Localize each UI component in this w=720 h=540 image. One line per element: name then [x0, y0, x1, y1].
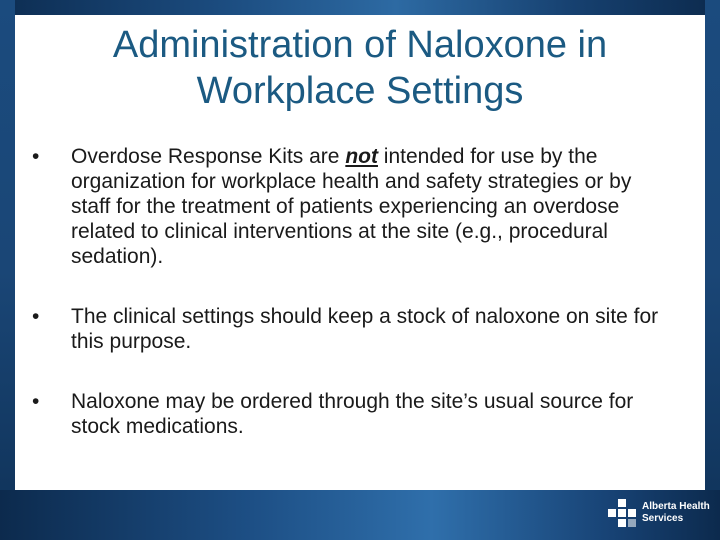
bullet-1-text-start: Overdose Response Kits are	[71, 145, 346, 168]
right-border	[705, 0, 720, 540]
bullet-item-3	[30, 389, 670, 439]
logo-line-1: Alberta Health	[642, 501, 710, 512]
slide-title	[15, 22, 705, 114]
bullet-1-emphasis: not	[345, 145, 378, 168]
top-border	[0, 0, 720, 15]
slide-title-line-2: Workplace Settings	[196, 70, 524, 112]
bullet-2-text: The clinical settings should keep a stock of naloxone on site for this purpose.	[71, 305, 659, 353]
ahs-cross-logo-icon	[607, 498, 637, 528]
logo-wordmark	[642, 501, 710, 525]
bullet-item-1	[30, 144, 670, 269]
logo-line-2: Services	[642, 513, 684, 524]
bullet-1-text-end: intended for use by the organization for workplace health and safety strategies or by staff for the treatment of patients experiencing an overdose related to clinical interventions at the site (e.g., procedural sedation).	[71, 145, 632, 268]
left-border	[0, 0, 15, 540]
alberta-health-services-logo	[607, 495, 710, 531]
bullet-3-text: Naloxone may be ordered through the site’s usual source for stock medications.	[71, 390, 634, 438]
bullet-item-2	[30, 304, 670, 354]
slide-title-line-1: Administration of Naloxone in	[112, 24, 608, 66]
bullet-list	[30, 144, 670, 439]
